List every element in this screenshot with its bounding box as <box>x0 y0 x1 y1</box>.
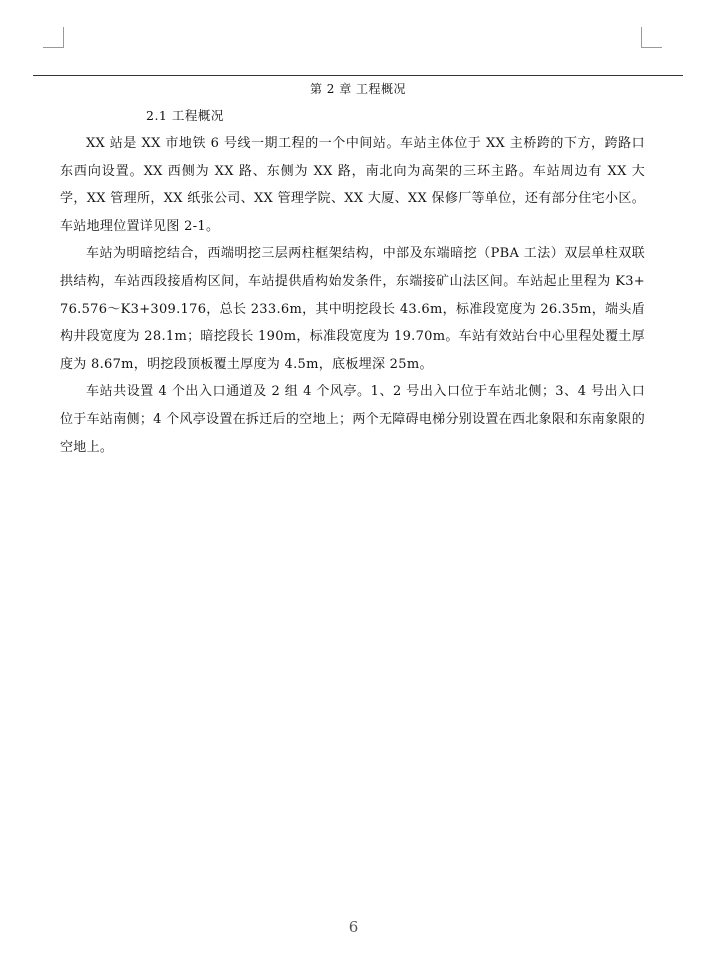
paragraph-3: 车站共设置 4 个出入口通道及 2 组 4 个风亭。1、2 号出入口位于车站北侧；3、4 号出入口位于车站南侧；4 个风亭设置在拆迁后的空地上；两个无障碍电梯分别设置在西北象限和东南象限的空地上。 <box>60 384 645 455</box>
page-number: 6 <box>348 918 359 936</box>
paragraph-2: 车站为明暗挖结合，西端明挖三层两柱框架结构，中部及东端暗挖（PBA 工法）双层单柱双联拱结构，车站西段接盾构区间，车站提供盾构始发条件，东端接矿山法区间。车站起止里程为 K3+76.576～K3+309.176，总长 233.6m，其中明挖段长 43.6m，标准段宽度为 26.35m，端头盾构井段宽度为 28.1m；暗挖段长 190m，标准段宽度为 19.70m。车站有效站台中心里程处覆土厚度为 8.67m，明挖段顶板覆土厚度为 4.5m，底板埋深 25m。 <box>60 246 645 372</box>
section-heading: 2.1 工程概况 <box>146 108 224 123</box>
top-left-crop-mark <box>43 27 64 48</box>
body-content <box>60 102 645 461</box>
running-header-chapter-title: 第 2 章 工程概况 <box>309 82 407 96</box>
paragraph-1: XX 站是 XX 市地铁 6 号线一期工程的一个中间站。车站主体位于 XX 主桥跨的下方，跨路口东西向设置。XX 西侧为 XX 路、东侧为 XX 路，南北向为高架的三环主路。车站周边有 XX 大学，XX 管理所，XX 纸张公司、XX 管理学院、XX 大厦、XX 保修厂等单位，还有部分住宅小区。车站地理位置详见图 2-1。 <box>60 136 645 234</box>
header-rule <box>33 75 683 76</box>
top-right-crop-mark <box>641 27 662 48</box>
